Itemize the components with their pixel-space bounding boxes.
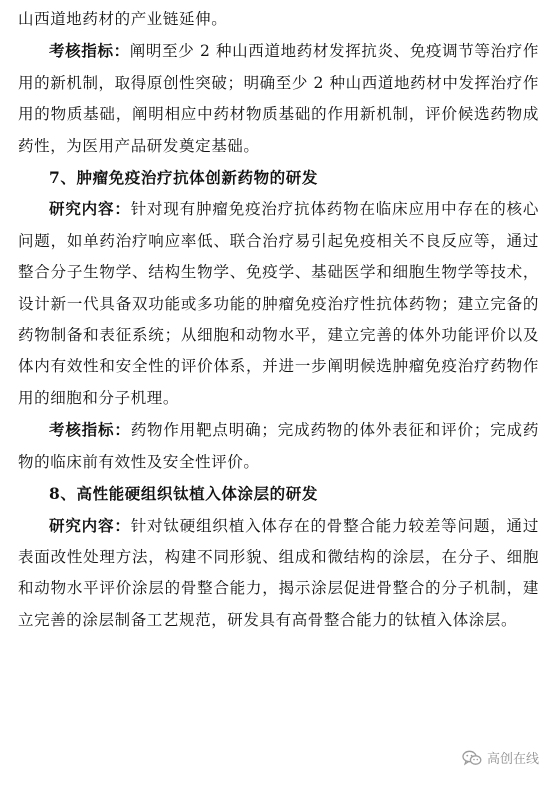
research-text: 针对钛硬组织植入体存在的骨整合能力较差等问题，通过表面改性处理方法，构建不同形貌、组成和微结构的涂层，在分子、细胞和动物水平评价涂层的骨整合能力，揭示涂层促进骨整合的分子机制，建立完善的涂层制备工艺规范，研发具有高骨整合能力的钛植入体涂层。 [18, 516, 539, 629]
assessment-label: 考核指标： [49, 420, 131, 440]
research-paragraph-8 [18, 510, 539, 637]
research-label: 研究内容： [49, 199, 131, 219]
research-paragraph-7 [18, 193, 539, 414]
assessment-label: 考核指标： [49, 41, 130, 61]
assessment-paragraph-1 [18, 35, 539, 162]
section-heading-7: 7、肿瘤免疫治疗抗体创新药物的研发 [49, 168, 318, 188]
wechat-icon [462, 750, 482, 766]
document-body [18, 4, 539, 636]
section-heading-8: 8、高性能硬组织钛植入体涂层的研发 [49, 484, 318, 504]
watermark [462, 748, 539, 767]
watermark-text: 高创在线 [486, 752, 539, 767]
assessment-paragraph-7 [18, 414, 539, 478]
assessment-text: 阐明至少 2 种山西道地药材发挥抗炎、免疫调节等治疗作用的新机制，取得原创性突破；明确至少 2 种山西道地药材中发挥治疗作用的物质基础，阐明相应中药材物质基础的作用新机制，评价候选药物成药性，为医用产品研发奠定基础。 [18, 42, 539, 155]
paragraph-continuation: 山西道地药材的产业链延伸。 [18, 10, 228, 28]
research-label: 研究内容： [49, 515, 131, 535]
assessment-text: 药物作用靶点明确；完成药物的体外表征和评价；完成药物的临床前有效性及安全性评价。 [18, 421, 539, 471]
research-text: 针对现有肿瘤免疫治疗抗体药物在临床应用中存在的核心问题，如单药治疗响应率低、联合治疗易引起免疫相关不良反应等，通过整合分子生物学、结构生物学、免疫学、基础医学和细胞生物学等技术，设计新一代具备双功能或多功能的肿瘤免疫治疗性抗体药物；建立完备的药物制备和表征系统；从细胞和动物水平，建立完善的体外功能评价以及体内有效性和安全性的评价体系，并进一步阐明候选肿瘤免疫治疗药物作用的细胞和分子机理。 [18, 200, 539, 407]
